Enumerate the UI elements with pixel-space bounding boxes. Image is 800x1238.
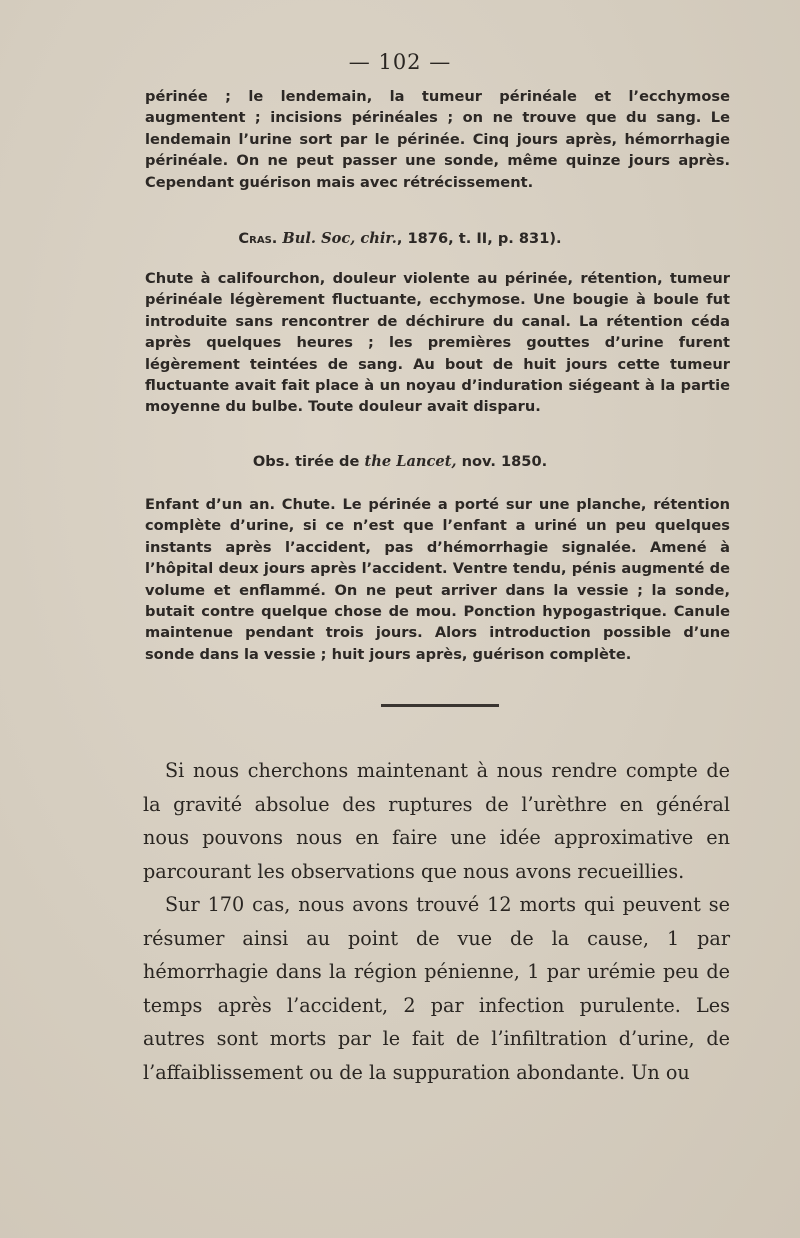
citation-2-prefix: Obs. tirée de bbox=[252, 453, 365, 470]
citation-1-author: Cras. bbox=[238, 230, 278, 247]
citation-1 bbox=[0, 230, 800, 247]
main-paragraph-1: Si nous cherchons maintenant à nous rendre compte de la gravité absolue des ruptures de l’urèthre en général nous pouvons nous en faire une idée approximative en parcourant les observations que nous avons recueillies. bbox=[143, 759, 730, 883]
section-divider bbox=[381, 704, 499, 707]
citation-1-details: , 1876, t. II, p. 831). bbox=[396, 230, 562, 247]
main-text bbox=[143, 754, 730, 1089]
main-paragraph-2: Sur 170 cas, nous avons trouvé 12 morts qui peuvent se résumer ainsi au point de vue de la cause, 1 par hémorrhagie dans la région pénienne, 1 par urémie peu de temps après l’accident, 2 par infection purulente. Les autres sont morts par le fait de l’infiltration d’urine, de l’affaiblissement ou de la suppuration abondante. Un ou bbox=[143, 893, 730, 1084]
case-report-2-text: Chute à califourchon, douleur violente au périnée, rétention, tumeur périnéale légèrement fluctuante, ecchymose. Une bougie à boule fut introduite sans rencontrer de déchirure du canal. La rétention céda après quelques heures ; les premières gouttes d’urine furent légèrement teintées de sang. Au bout de huit jours cette tumeur fluctuante avait fait place à un noyau d’induration siégeant à la partie moyenne du bulbe. Toute douleur avait disparu. bbox=[145, 270, 730, 416]
case-report-3-text: Enfant d’un an. Chute. Le périnée a porté sur une planche, rétention complète d’urine, si ce n’est que l’enfant a uriné un peu quelques instants après l’accident, pas d’hémorrhagie signalée. Amené à l’hôpital deux jours après l’accident. Ventre tendu, pénis augmenté de volume et enflammé. On ne peut arriver dans la vessie ; la sonde, butait contre quelque chose de mou. Ponction hypogastrique. Canule maintenue pendant trois jours. Alors introduction possible d’une sonde dans la vessie ; huit jours après, guérison complète. bbox=[145, 496, 730, 663]
citation-2-source: the Lancet, bbox=[364, 453, 457, 470]
case-report-1-text: périnée ; le lendemain, la tumeur périnéale et l’ecchymose augmentent ; incisions périnéales ; on ne trouve que du sang. Le lendemain l’urine sort par le périnée. Cinq jours après, hémorrhagie périnéale. On ne peut passer une sonde, même quinze jours après. Cependant guérison mais avec rétrécissement. bbox=[145, 88, 730, 191]
citation-2 bbox=[0, 453, 800, 470]
case-report-3 bbox=[145, 494, 730, 665]
citation-1-source: Bul. Soc, chir. bbox=[282, 230, 397, 247]
case-report-1 bbox=[145, 86, 730, 193]
case-report-2 bbox=[145, 268, 730, 418]
citation-2-details: nov. 1850. bbox=[456, 453, 548, 470]
page-number: — 102 — bbox=[348, 50, 452, 74]
